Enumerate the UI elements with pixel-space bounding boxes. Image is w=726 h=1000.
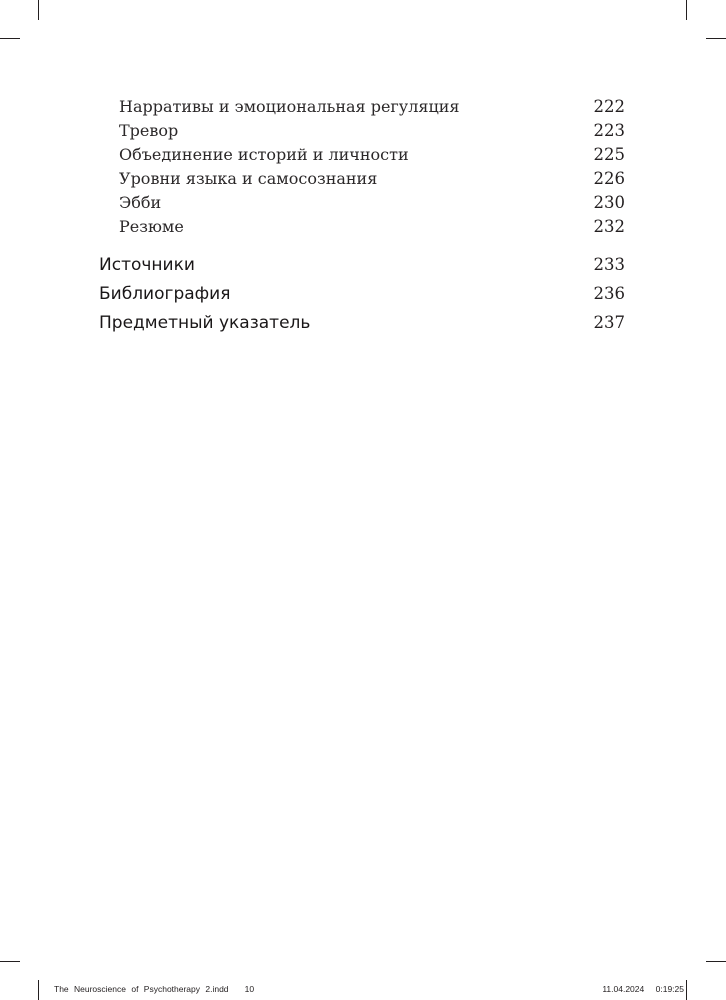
toc-entry: [0, 97, 726, 121]
toc-section-title: Библиография: [99, 284, 231, 304]
toc-entry: [0, 121, 726, 145]
slug-file-name: The Neuroscience of Psychotherapy 2.indd: [54, 984, 229, 994]
toc-entry: [0, 217, 726, 241]
toc-entry: [0, 169, 726, 193]
toc-entry-page: 222: [593, 97, 625, 116]
toc-entry-page: 232: [593, 217, 625, 236]
toc-section-title: Предметный указатель: [99, 313, 311, 333]
toc-entry: [0, 193, 726, 217]
toc-entry-title: Объединение историй и личности: [119, 145, 409, 164]
slug-date: 11.04.2024: [602, 984, 645, 994]
slug-file-info: [54, 984, 254, 994]
toc-entry-page: 225: [593, 145, 625, 164]
toc-entry-page: 226: [593, 169, 625, 188]
toc-entry-page: 230: [593, 193, 625, 212]
toc-entry-title: Нарративы и эмоциональная регуляция: [119, 97, 460, 116]
toc-entry-title: Тревор: [119, 121, 179, 140]
slug-page-number: 10: [244, 984, 255, 994]
toc-section-page: 237: [593, 313, 625, 332]
toc-entry-title: Уровни языка и самосознания: [119, 169, 378, 188]
toc-section: [0, 254, 726, 278]
toc-entry-title: Резюме: [119, 217, 184, 236]
toc-section-page: 236: [593, 284, 625, 303]
slug-time: 0:19:25: [655, 984, 684, 994]
toc-entry: [0, 145, 726, 169]
toc-section: [0, 312, 726, 336]
toc-section: [0, 283, 726, 307]
toc-entry-page: 223: [593, 121, 625, 140]
slug-timestamp: [602, 984, 684, 994]
toc-entry-title: Эбби: [119, 193, 162, 212]
toc-section-page: 233: [593, 255, 625, 274]
toc-section-title: Источники: [99, 255, 195, 275]
